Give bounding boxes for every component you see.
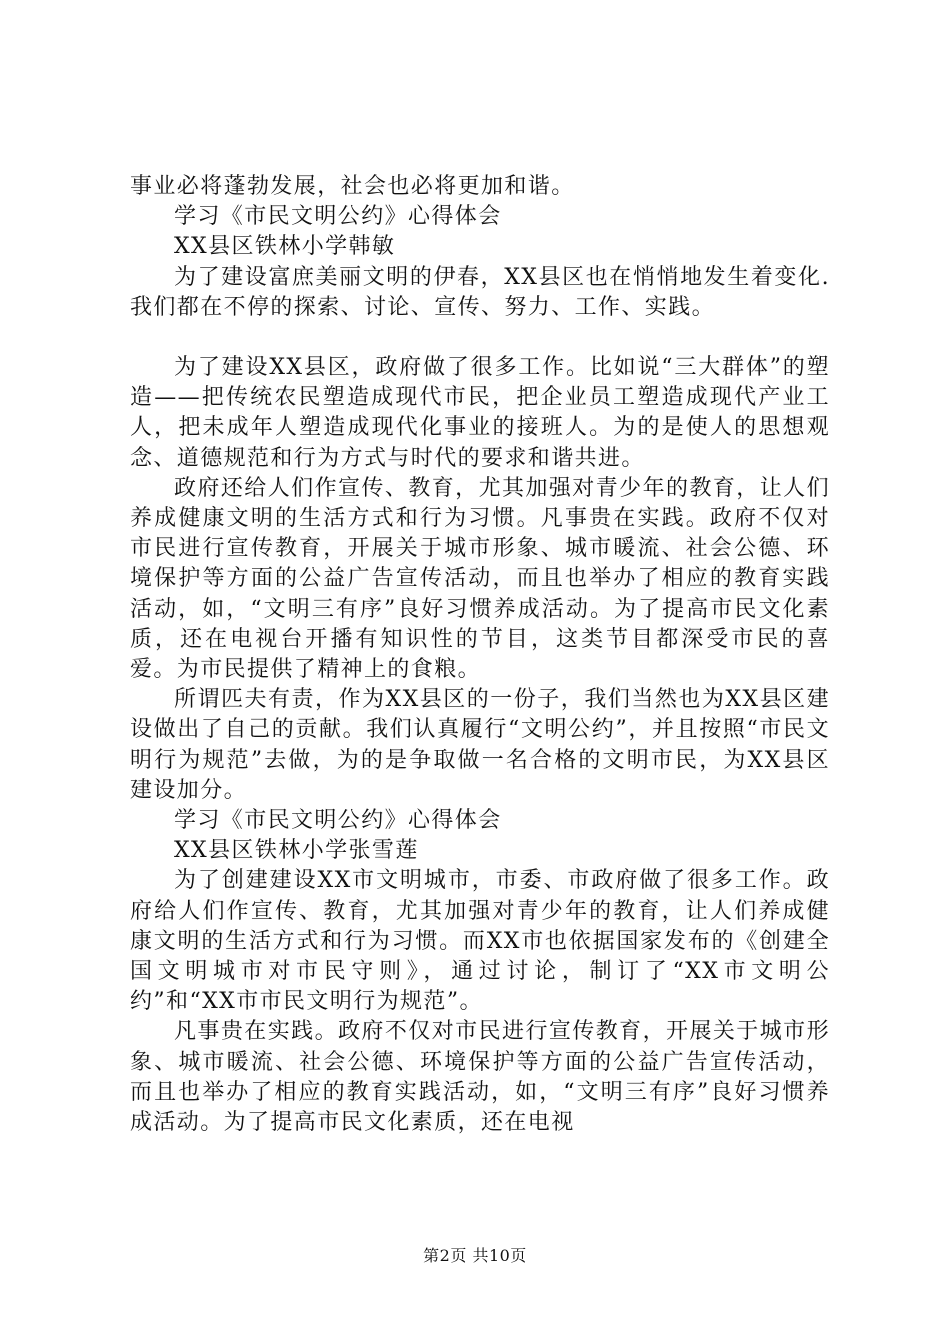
article-author-2: XX县区铁林小学张雪莲 — [174, 838, 419, 864]
article-title-1: 学习《市民文明公约》心得体会 — [174, 204, 502, 230]
blank-line — [130, 323, 830, 353]
paragraph: 为了建设富庶美丽文明的伊春，XX县区也在悄悄地发生着变化.我们都在不停的探索、讨论、宣传、努力、工作、实践。 — [130, 264, 830, 320]
paragraph-continuation: 事业必将蓬勃发展，社会也必将更加和谐。 — [130, 174, 575, 199]
article-author-1: XX县区铁林小学韩敏 — [174, 234, 396, 260]
paragraph: 政府还给人们作宣传、教育，尤其加强对青少年的教育，让人们养成健康文明的生活方式和行为习惯。凡事贵在实践。政府不仅对市民进行宣传教育，开展关于城市形象、城市暖流、社会公德、环境保护等方面的公益广告宣传活动，而且也举办了相应的教育实践活动，如，“文明三有序”良好习惯养成活动。为了提高市民文化素质，还在电视台开播有知识性的节目，这类节目都深受市民的喜爱。为市民提供了精神上的食粮。 — [130, 475, 830, 683]
paragraph: 为了创建建设XX市文明城市，市委、市政府做了很多工作。政府给人们作宣传、教育，尤其加强对青少年的教育，让人们养成健康文明的生活方式和行为习惯。而XX市也依据国家发布的《创建全国文明城市对市民守则》，通过讨论，制订了“XX市文明公约”和“XX市市民文明行为规范”。 — [130, 868, 830, 1015]
paragraph: 所谓匹夫有责，作为XX县区的一份子，我们当然也为XX县区建设做出了自己的贡献。我们认真履行“文明公约”，并且按照“市民文明行为规范”去做，为的是争取做一名合格的文明市民，为XX县区建设加分。 — [130, 687, 830, 803]
paragraph: 凡事贵在实践。政府不仅对市民进行宣传教育，开展关于城市形象、城市暖流、社会公德、环境保护等方面的公益广告宣传活动，而且也举办了相应的教育实践活动，如，“文明三有序”良好习惯养成活动。为了提高市民文化素质，还在电视 — [130, 1019, 830, 1136]
paragraph: 为了建设XX县区，政府做了很多工作。比如说“三大群体”的塑造——把传统农民塑造成现代市民，把企业员工塑造成现代产业工人，把未成年人塑造成现代化事业的接班人。为的是使人的思想观念、道德规范和行为方式与时代的要求和谐共进。 — [130, 355, 830, 471]
page-number-footer: 第2页 共10页 — [423, 1246, 527, 1265]
document-body — [130, 172, 830, 1138]
article-title-2: 学习《市民文明公约》心得体会 — [174, 808, 502, 834]
